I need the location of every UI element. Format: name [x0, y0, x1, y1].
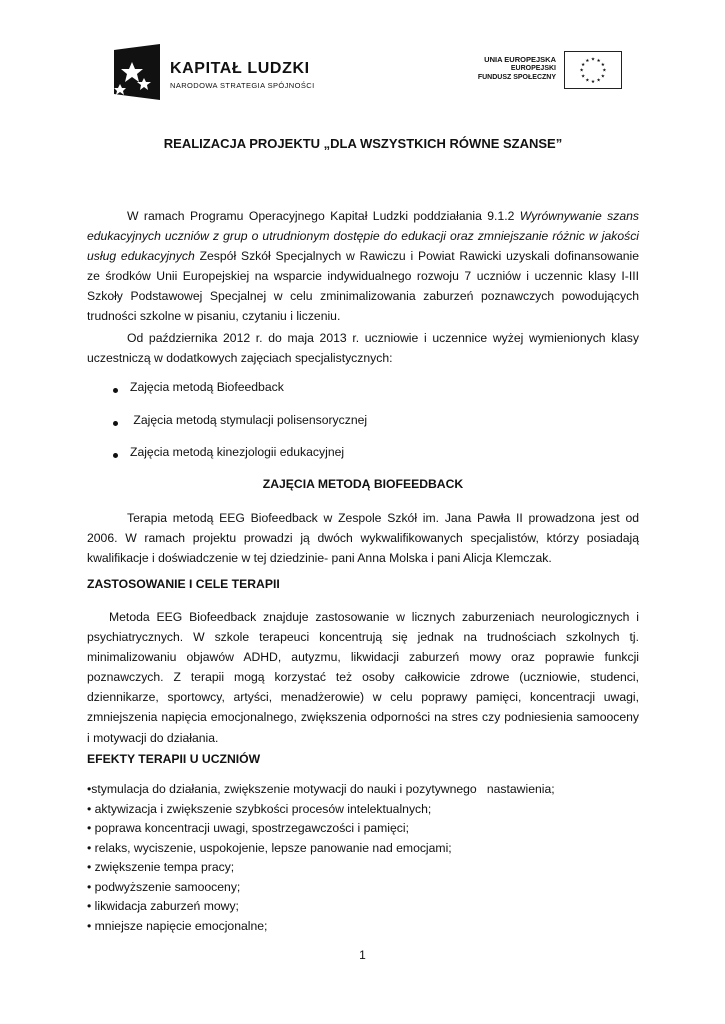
eu-star-icon: ★: [590, 57, 596, 63]
bullet-icon: [113, 421, 118, 426]
eu-star-icon: ★: [596, 78, 601, 84]
bullet-icon: [113, 388, 118, 393]
effects-list: [87, 780, 647, 936]
eu-line-2: EUROPEJSKI: [510, 65, 556, 72]
kapital-ludzki-emblem-icon: [110, 44, 164, 100]
eu-star-icon: ★: [600, 63, 605, 69]
document-title: REALIZACJA PROJEKTU „DLA WSZYSTKICH RÓWNE SZANSE”: [163, 136, 563, 151]
list-item: • zwiększenie tempa pracy;: [87, 860, 235, 874]
activity-label: Zajęcia metodą kinezjologii edukacyjnej: [130, 445, 345, 459]
activity-label: Zajęcia metodą stymulacji polisensorycznej: [130, 413, 368, 427]
application-heading: ZASTOSOWANIE I CELE TERAPII: [87, 577, 280, 591]
application-paragraph: Metoda EEG Biofeedback znajduje zastosowanie w licznych zaburzeniach neurologicznych i psychiatrycznych. W szkole terapeuci koncentrują się jednak na trudnościach szkolnych tj. minimalizowaniu objawów ADHD, autyzmu, likwidacji zaburzeń mowy oraz poprawie funkcji poznawczych. Z terapii mogą korzystać też osoby całkowicie zdrowe (uczniowie, studenci, dziennikarze, sportowcy, artyści, menadżerowie) w celu poprawy pamięci, koncentracji uwagi, zmniejszenia napięcia emocjonalnego, zwiększenia odporności na stres czy podniesienia samooceny i motywacji do działania.: [87, 610, 639, 745]
intro-text-a: W ramach Programu Operacyjnego Kapitał Ludzki poddziałania 9.1.2: [127, 209, 520, 223]
intro-paragraph-1: [87, 206, 639, 327]
eu-star-icon: ★: [596, 58, 601, 64]
eu-flag-icon: [564, 51, 622, 89]
effects-heading: EFEKTY TERAPII U UCZNIÓW: [87, 752, 261, 766]
biofeedback-heading: ZAJĘCIA METODĄ BIOFEEDBACK: [262, 477, 464, 491]
eu-star-icon: ★: [585, 78, 590, 84]
eu-star-icon: ★: [600, 74, 605, 80]
eu-line-3: FUNDUSZ SPOŁECZNY: [477, 74, 556, 81]
eu-star-icon: ★: [581, 63, 586, 69]
eu-star-icon: ★: [585, 58, 590, 64]
kapital-ludzki-subtitle: NARODOWA STRATEGIA SPÓJNOŚCI: [170, 81, 315, 90]
list-item: • relaks, wyciszenie, uspokojenie, lepsze panowanie nad emocjami;: [87, 840, 452, 855]
biofeedback-paragraph: Terapia metodą EEG Biofeedback w Zespole Szkół im. Jana Pawła II prowadzona jest od 2006. W ramach projektu prowadzi ją dwóch wykwalifikowanych specjalistów, którzy posiadają kwalifikacje i doświadczenie w tej dziedzinie- pani Anna Molska i pani Alicja Klemczak.: [87, 511, 639, 566]
list-item: • mniejsze napięcie emocjonalne;: [87, 918, 268, 933]
kapital-ludzki-title: KAPITAŁ LUDZKI: [170, 60, 310, 77]
intro-paragraph-2: Od października 2012 r. do maja 2013 r. uczniowie i uczennice wyżej wymienionych klasy uczestniczą w dodatkowych zajęciach specjalistycznych:: [87, 331, 639, 366]
list-item: • podwyższenie samooceny;: [87, 879, 241, 894]
page-number: 1: [359, 948, 366, 962]
eu-star-icon: ★: [581, 74, 586, 80]
kapital-ludzki-logo: [110, 44, 350, 100]
bullet-icon: [113, 453, 118, 458]
list-item: • likwidacja zaburzeń mowy;: [87, 899, 239, 913]
intro-text-italic: Wyrównywanie szans edukacyjnych uczniów z grup o utrudnionym dostępie do edukacji oraz zmniejszanie różnic w jakości usług edukacyjnych: [87, 209, 639, 264]
list-item: • aktywizacja i zwiększenie szybkości procesów intelektualnych;: [87, 801, 432, 816]
eu-star-icon: ★: [590, 80, 596, 86]
eu-star-icon: ★: [579, 68, 584, 74]
eu-logo: [440, 50, 622, 92]
activity-label: Zajęcia metodą Biofeedback: [130, 380, 284, 394]
eu-text: [478, 55, 556, 82]
intro-text-b: Zespół Szkół Specjalnych w Rawiczu i Powiat Rawicki uzyskali dofinansowanie ze środków Unii Europejskiej na wsparcie indywidualnego rozwoju 7 uczniów i uczennic klasy I-III Szkoły Podstawowej Specjalnej w celu zminimalizowania zaburzeń poznawczych powodujących trudności szkolne w pisaniu, czytaniu i liczeniu.: [87, 249, 639, 324]
list-item: • poprawa koncentracji uwagi, spostrzegawczości i pamięci;: [87, 821, 409, 835]
eu-star-icon: ★: [602, 68, 607, 74]
list-item: •stymulacja do działania, zwiększenie motywacji do nauki i pozytywnego nastawienia;: [87, 782, 555, 796]
eu-line-1: UNIA EUROPEJSKA: [484, 55, 556, 64]
